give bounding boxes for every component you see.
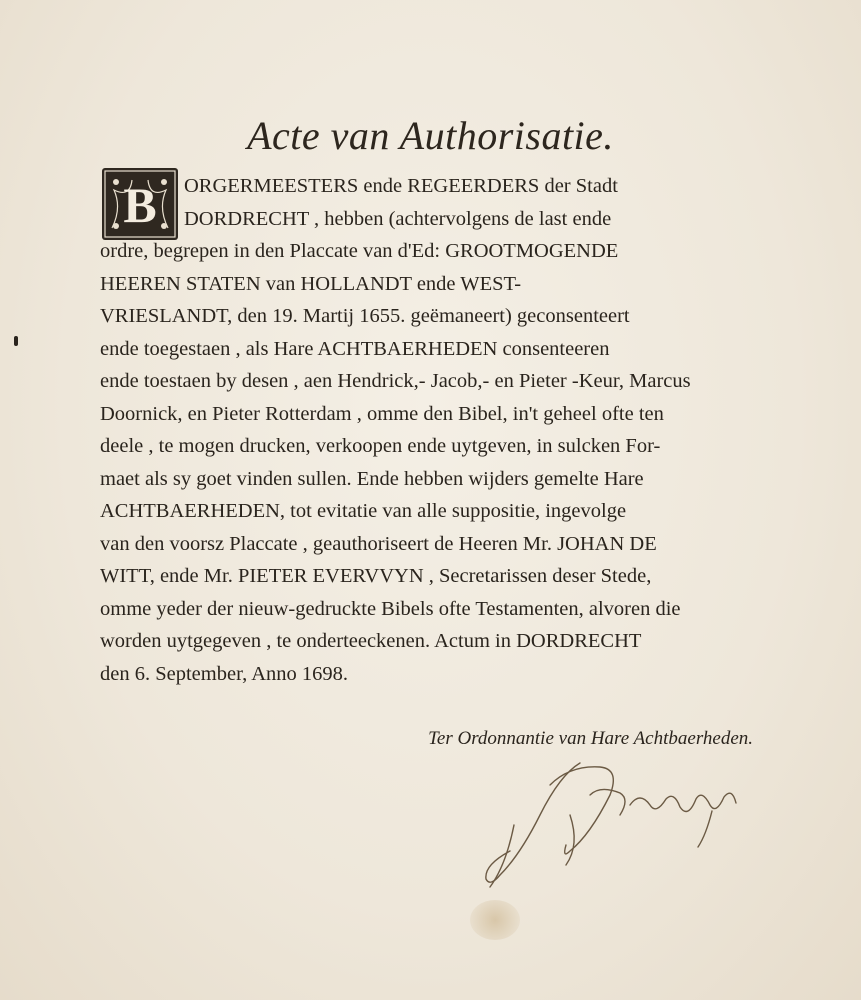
body-line-2: DORDRECHT , hebben (achtervolgens de last ende — [184, 207, 612, 230]
body-line-14: omme yeder der nieuw-gedruckte Bibels ofte Testamenten, alvoren die — [100, 597, 681, 620]
body-line-10: maet als sy goet vinden sullen. Ende hebben wijders gemelte Hare — [100, 467, 644, 490]
body-line-5: VRIESLANDT, den 19. Martij 1655. geëmaneert) geconsenteert — [100, 305, 630, 327]
margin-mark — [14, 336, 18, 346]
body-line-15: worden uytgegeven , te onderteeckenen. Actum in DORDRECHT — [100, 630, 642, 652]
paper-stain — [470, 900, 520, 940]
document-body — [100, 170, 786, 690]
handwritten-signature — [470, 755, 760, 895]
body-line-13: WITT, ende Mr. PIETER EVERVVYN , Secretarissen deser Stede, — [100, 565, 652, 587]
drop-cap-letter: B — [123, 177, 157, 233]
body-line-1: ORGERMEESTERS ende REGEERDERS der Stadt — [184, 175, 618, 197]
body-line-16: den 6. September, Anno 1698. — [100, 662, 348, 685]
body-line-6: ende toegestaen , als Hare ACHTBAERHEDEN consenteeren — [100, 337, 610, 360]
body-line-8: Doornick, en Pieter Rotterdam , omme den Bibel, in't geheel ofte ten — [100, 402, 664, 425]
body-line-3: ordre, begrepen in den Placcate van d'Ed: GROOTMOGENDE — [100, 240, 619, 262]
body-line-11: ACHTBAERHEDEN, tot evitatie van alle suppositie, ingevolge — [100, 500, 627, 522]
body-line-12: van den voorsz Placcate , geauthoriseert de Heeren Mr. JOHAN DE — [100, 532, 657, 555]
body-line-7: ende toestaen by desen , aen Hendrick,- Jacob,- en Pieter -Keur, Marcus — [100, 370, 691, 392]
body-line-9: deele , te mogen drucken, verkoopen ende uytgeven, in sulcken For- — [100, 435, 661, 457]
document-title: Acte van Authorisatie. — [247, 113, 614, 158]
ordonnantie-line: Ter Ordonnantie van Hare Achtbaerheden. — [428, 728, 753, 749]
body-line-4: HEEREN STATEN van HOLLANDT ende WEST- — [100, 272, 522, 295]
